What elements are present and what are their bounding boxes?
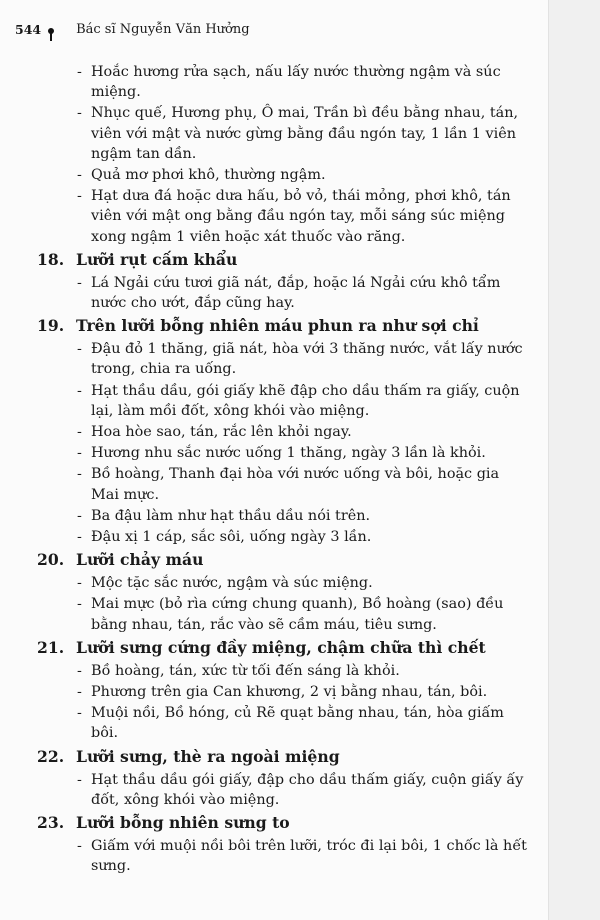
- section-title: Lưỡi sưng, thè ra ngoài miệng: [76, 746, 340, 766]
- section-heading: [37, 315, 527, 336]
- list-item: [37, 103, 527, 164]
- dash-bullet-icon: -: [77, 529, 82, 546]
- list-item-text: Đậu đỏ 1 thăng, giã nát, hòa với 3 thăng nước, vắt lấy nước trong, chia ra uống.: [91, 341, 523, 378]
- section-number: 21.: [37, 637, 65, 657]
- dash-bullet-icon: -: [77, 771, 82, 788]
- section-title: Trên lưỡi bỗng nhiên máu phun ra như sợi chỉ: [76, 316, 479, 336]
- dash-bullet-icon: -: [77, 596, 82, 613]
- list-item-text: Hạt thầu dầu, gói giấy khẽ đập cho dầu thấm ra giấy, cuộn lại, làm mồi đốt, xông khói vào miệng.: [91, 382, 520, 419]
- page-number: 544: [15, 22, 42, 37]
- list-item: [37, 682, 527, 702]
- list-item: [37, 422, 527, 442]
- list-item: [37, 339, 527, 379]
- dash-bullet-icon: -: [77, 466, 82, 483]
- section-title: Lưỡi sưng cứng đầy miệng, chậm chữa thì chết: [76, 637, 486, 657]
- section-number: 18.: [37, 249, 65, 269]
- dash-bullet-icon: -: [77, 575, 82, 592]
- section-number: 23.: [37, 813, 65, 833]
- list-item-text: Muội nồi, Bồ hóng, củ Rẽ quạt bằng nhau, tán, hòa giấm bôi.: [91, 705, 504, 742]
- list-item: [37, 62, 527, 102]
- dash-bullet-icon: -: [77, 64, 82, 80]
- dash-bullet-icon: -: [77, 188, 82, 205]
- section-number: 20.: [37, 550, 65, 570]
- list-item-text: Bồ hoàng, tán, xức từ tối đến sáng là khỏi.: [91, 662, 400, 679]
- list-item: [37, 273, 527, 313]
- list-item-text: Hoắc hương rửa sạch, nấu lấy nước thường ngậm và súc miệng.: [91, 64, 501, 101]
- section-title: Lưỡi chảy máu: [76, 550, 204, 570]
- list-item: [37, 661, 527, 681]
- list-item: [37, 770, 527, 810]
- dash-bullet-icon: -: [77, 341, 82, 358]
- list-item: [37, 381, 527, 421]
- section-heading: [37, 746, 527, 767]
- list-item-text: Bồ hoàng, Thanh đại hòa với nước uống và bôi, hoặc gia Mai mực.: [91, 466, 500, 503]
- section-number: 19.: [37, 316, 65, 336]
- page-header: [15, 22, 250, 37]
- section-number: 22.: [37, 746, 65, 766]
- list-item-text: Quả mơ phơi khô, thường ngậm.: [91, 167, 326, 184]
- list-item: [37, 573, 527, 593]
- dash-bullet-icon: -: [77, 105, 82, 122]
- list-item: [37, 165, 527, 185]
- dash-bullet-icon: -: [77, 507, 82, 524]
- list-item-text: Hạt dưa đá hoặc dưa hấu, bỏ vỏ, thái mỏng, phơi khô, tán viên với mật ong bằng đầu ngón tay, mỗi sáng súc miệng xong ngậm 1 viên hoặc xát thuốc vào răng.: [91, 188, 511, 245]
- list-item-text: Mai mực (bỏ rìa cứng chung quanh), Bồ hoàng (sao) đều bằng nhau, tán, rắc vào sẽ cầm máu, tiêu sưng.: [91, 596, 504, 633]
- dash-bullet-icon: -: [77, 684, 82, 701]
- section-heading: [37, 549, 527, 570]
- section-heading: [37, 812, 527, 833]
- page-content: [37, 62, 527, 878]
- list-item-text: Nhục quế, Hương phụ, Ô mai, Trần bì đều bằng nhau, tán, viên với mật và nước gừng bằng đầu ngón tay, 1 lần 1 viên ngậm tan dần.: [91, 105, 519, 162]
- list-item-text: Hoa hòe sao, tán, rắc lên khỏi ngay.: [91, 424, 352, 441]
- list-item-text: Hương nhu sắc nước uống 1 thăng, ngày 3 lần là khỏi.: [91, 445, 486, 462]
- dash-bullet-icon: -: [77, 445, 82, 462]
- section-heading: [37, 249, 527, 270]
- dash-bullet-icon: -: [77, 838, 82, 855]
- list-item-text: Lá Ngải cứu tươi giã nát, đắp, hoặc lá Ngải cứu khô tẩm nước cho ướt, đắp cũng hay.: [91, 274, 501, 312]
- list-item: [37, 527, 527, 547]
- dash-bullet-icon: -: [77, 274, 82, 291]
- list-item-text: Ba đậu làm như hạt thầu dầu nói trên.: [91, 507, 371, 524]
- section-title: Lưỡi rụt cấm khẩu: [76, 249, 238, 269]
- author-name: Bác sĩ Nguyễn Văn Hưởng: [76, 22, 250, 37]
- header-ornament-icon: [48, 28, 54, 34]
- list-item: [37, 443, 527, 463]
- list-item: [37, 464, 527, 504]
- dash-bullet-icon: -: [77, 424, 82, 441]
- list-item-text: Giấm với muội nồi bôi trên lưỡi, tróc đi lại bôi, 1 chốc là hết sưng.: [91, 838, 527, 875]
- list-item: [37, 186, 527, 247]
- list-item: [37, 703, 527, 743]
- dash-bullet-icon: -: [77, 167, 82, 184]
- list-item-text: Phương trên gia Can khương, 2 vị bằng nhau, tán, bôi.: [91, 684, 488, 701]
- list-item: [37, 836, 527, 876]
- list-item-text: Đậu xị 1 cáp, sắc sôi, uống ngày 3 lần.: [91, 529, 372, 546]
- section-heading: [37, 637, 527, 658]
- dash-bullet-icon: -: [77, 662, 82, 679]
- list-item: [37, 594, 527, 634]
- section-title: Lưỡi bỗng nhiên sưng to: [76, 813, 290, 833]
- dash-bullet-icon: -: [77, 382, 82, 399]
- dash-bullet-icon: -: [77, 705, 82, 722]
- list-item: [37, 506, 527, 526]
- list-item-text: Mộc tặc sắc nước, ngậm và súc miệng.: [91, 575, 373, 592]
- list-item-text: Hạt thầu dầu gói giấy, đập cho dầu thấm giấy, cuộn giấy ấy đốt, xông khói vào miệng.: [91, 771, 524, 808]
